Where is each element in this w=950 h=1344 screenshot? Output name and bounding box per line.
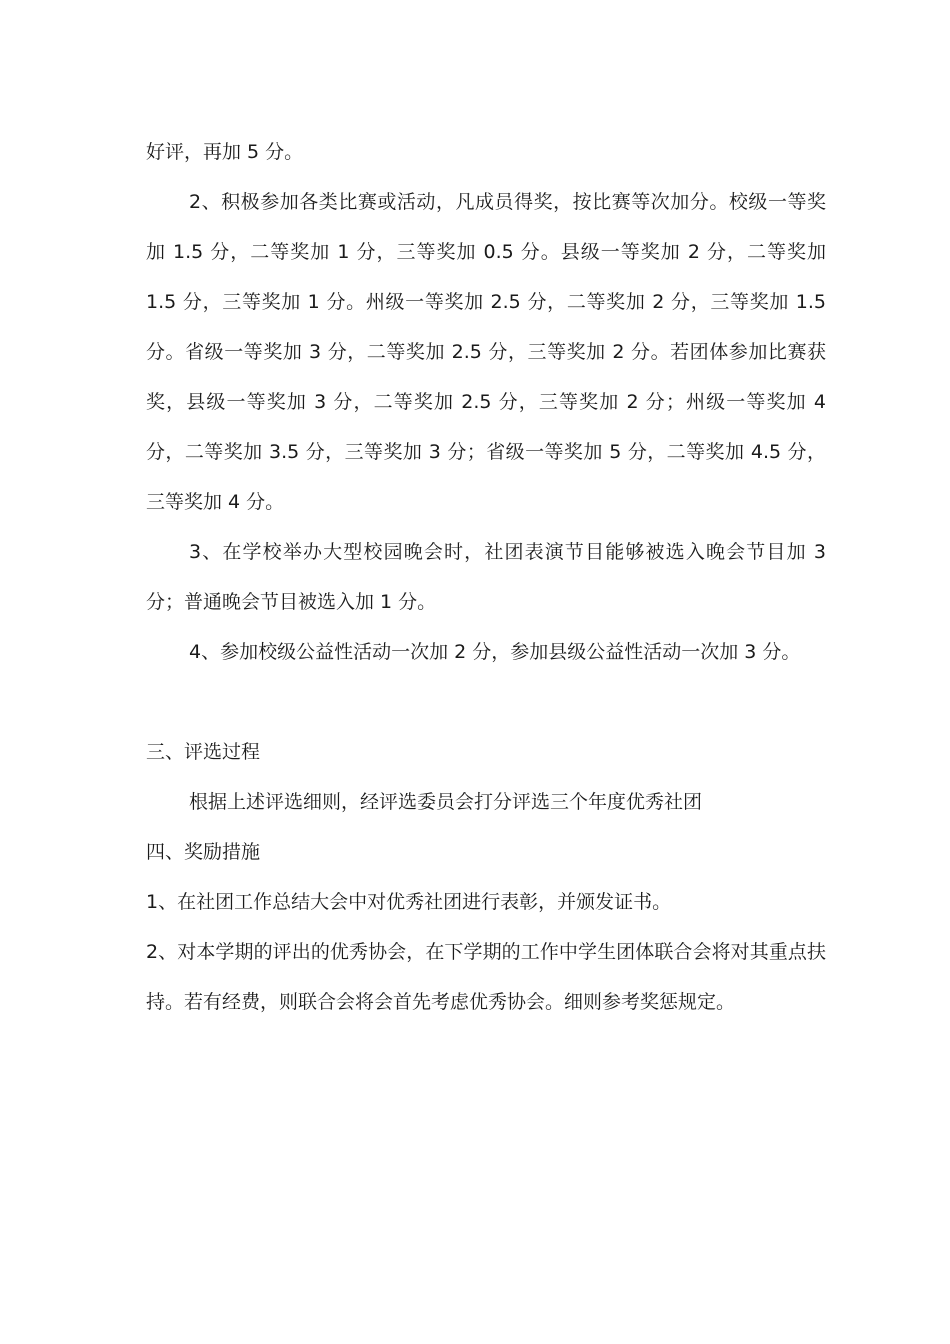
rule-4-paragraph: 4、参加校级公益性活动一次加 2 分，参加县级公益性活动一次加 3 分。 bbox=[189, 641, 801, 663]
intro-line: 好评，再加 5 分。 bbox=[146, 141, 304, 163]
document-body bbox=[146, 127, 826, 1027]
section-4-heading: 四、奖励措施 bbox=[146, 841, 261, 863]
reward-item-2: 2、对本学期的评出的优秀协会，在下学期的工作中学生团体联合会将对其重点扶持。若有经费，则联合会将会首先考虑优秀协会。细则参考奖惩规定。 bbox=[146, 941, 826, 1013]
reward-item-1: 1、在社团工作总结大会中对优秀社团进行表彰，并颁发证书。 bbox=[146, 891, 672, 913]
section-spacer bbox=[146, 677, 826, 727]
rule-3-paragraph: 3、在学校举办大型校园晚会时，社团表演节目能够被选入晚会节目加 3 分；普通晚会节目被选入加 1 分。 bbox=[146, 541, 826, 613]
section-3-text: 根据上述评选细则，经评选委员会打分评选三个年度优秀社团 bbox=[189, 791, 703, 813]
rule-2-paragraph: 2、积极参加各类比赛或活动，凡成员得奖，按比赛等次加分。校级一等奖加 1.5 分，二等奖加 1 分，三等奖加 0.5 分。县级一等奖加 2 分，二等奖加 1.5 分，三等奖加 1 分。州级一等奖加 2.5 分，二等奖加 2 分，三等奖加 1.5 分。省级一等奖加 3 分，二等奖加 2.5 分，三等奖加 2 分。若团体参加比赛获奖，县级一等奖加 3 分，二等奖加 2.5 分，三等奖加 2 分；州级一等奖加 4 分，二等奖加 3.5 分，三等奖加 3 分；省级一等奖加 5 分，二等奖加 4.5 分，三等奖加 4 分。 bbox=[146, 191, 826, 513]
section-3-heading: 三、评选过程 bbox=[146, 741, 261, 763]
